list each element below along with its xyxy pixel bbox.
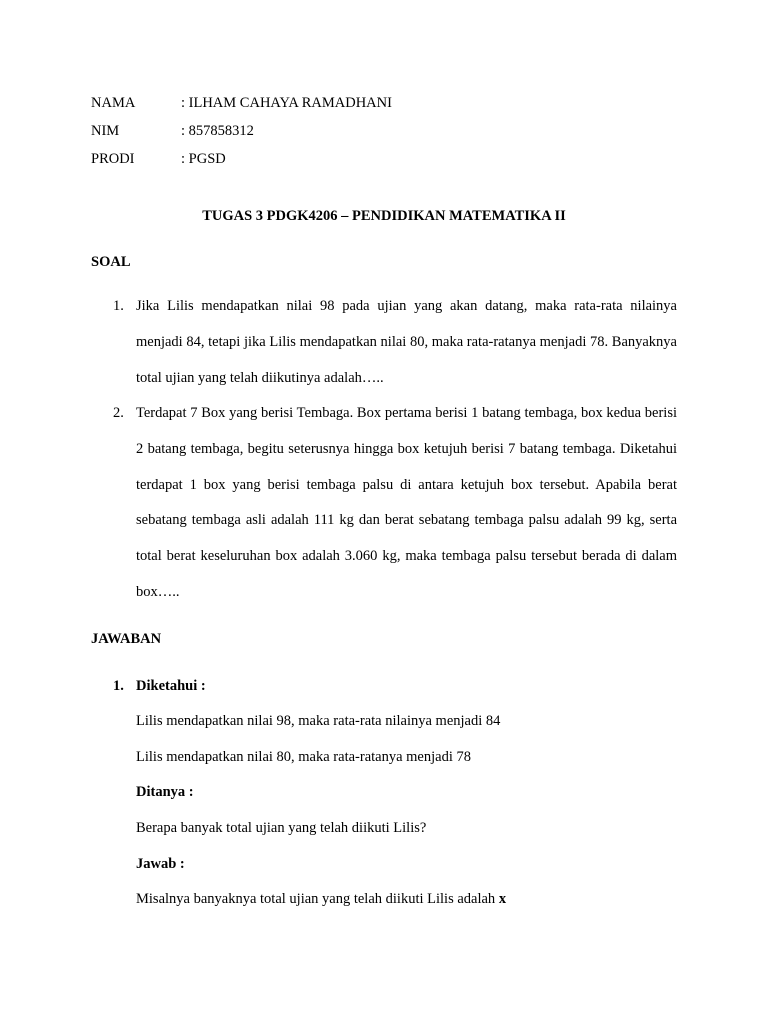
- question-number: 1.: [113, 298, 124, 314]
- question-2-text: Terdapat 7 Box yang berisi Tembaga. Box pertama berisi 1 batang tembaga, box kedua berisi 2 batang tembaga, begitu seterusnya hingga box ketujuh berisi 7 batang tembaga. Diketahui terdapat 1 box yang berisi tembaga palsu di antara ketujuh box tersebut. Apabila berat sebatang tembaga asli adalah 111 kg dan berat sebatang tembaga palsu adalah 99 kg, serta total berat keseluruhan box adalah 3.060 kg, maka tembaga palsu tersebut berada di dalam box…..: [136, 405, 677, 600]
- soal-heading: SOAL: [91, 254, 131, 270]
- diketahui-line-2: Lilis mendapatkan nilai 80, maka rata-ratanya menjadi 78: [136, 749, 471, 765]
- info-value: : PGSD: [181, 151, 226, 167]
- info-row-nim: [91, 122, 392, 150]
- diketahui-label: Diketahui :: [136, 678, 206, 694]
- jawab-variable: x: [498, 891, 507, 907]
- info-row-nama: [91, 94, 392, 122]
- answer-number: 1.: [113, 678, 124, 694]
- question-number: 2.: [113, 405, 124, 421]
- jawaban-heading: JAWABAN: [91, 631, 162, 647]
- ditanya-label: Ditanya :: [136, 784, 194, 800]
- info-value: : 857858312: [181, 123, 254, 139]
- document-title: TUGAS 3 PDGK4206 – PENDIDIKAN MATEMATIKA II: [202, 208, 566, 224]
- info-label: NAMA: [91, 95, 136, 111]
- jawab-line: [136, 890, 506, 908]
- info-label: PRODI: [91, 151, 135, 167]
- info-row-prodi: [91, 150, 392, 178]
- ditanya-text: Berapa banyak total ujian yang telah diikuti Lilis?: [136, 820, 427, 836]
- info-value: : ILHAM CAHAYA RAMADHANI: [181, 95, 392, 111]
- jawab-text: Misalnya banyaknya total ujian yang telah diikuti Lilis adalah: [136, 891, 499, 907]
- question-1-text: Jika Lilis mendapatkan nilai 98 pada ujian yang akan datang, maka rata-rata nilainya menjadi 84, tetapi jika Lilis mendapatkan nilai 80, maka rata-ratanya menjadi 78. Banyaknya total ujian yang telah diikutinya adalah…..: [136, 298, 677, 386]
- diketahui-line-1: Lilis mendapatkan nilai 98, maka rata-rata nilainya menjadi 84: [136, 713, 501, 729]
- info-label: NIM: [91, 123, 120, 139]
- student-info: [91, 94, 392, 178]
- jawab-label: Jawab :: [136, 856, 185, 872]
